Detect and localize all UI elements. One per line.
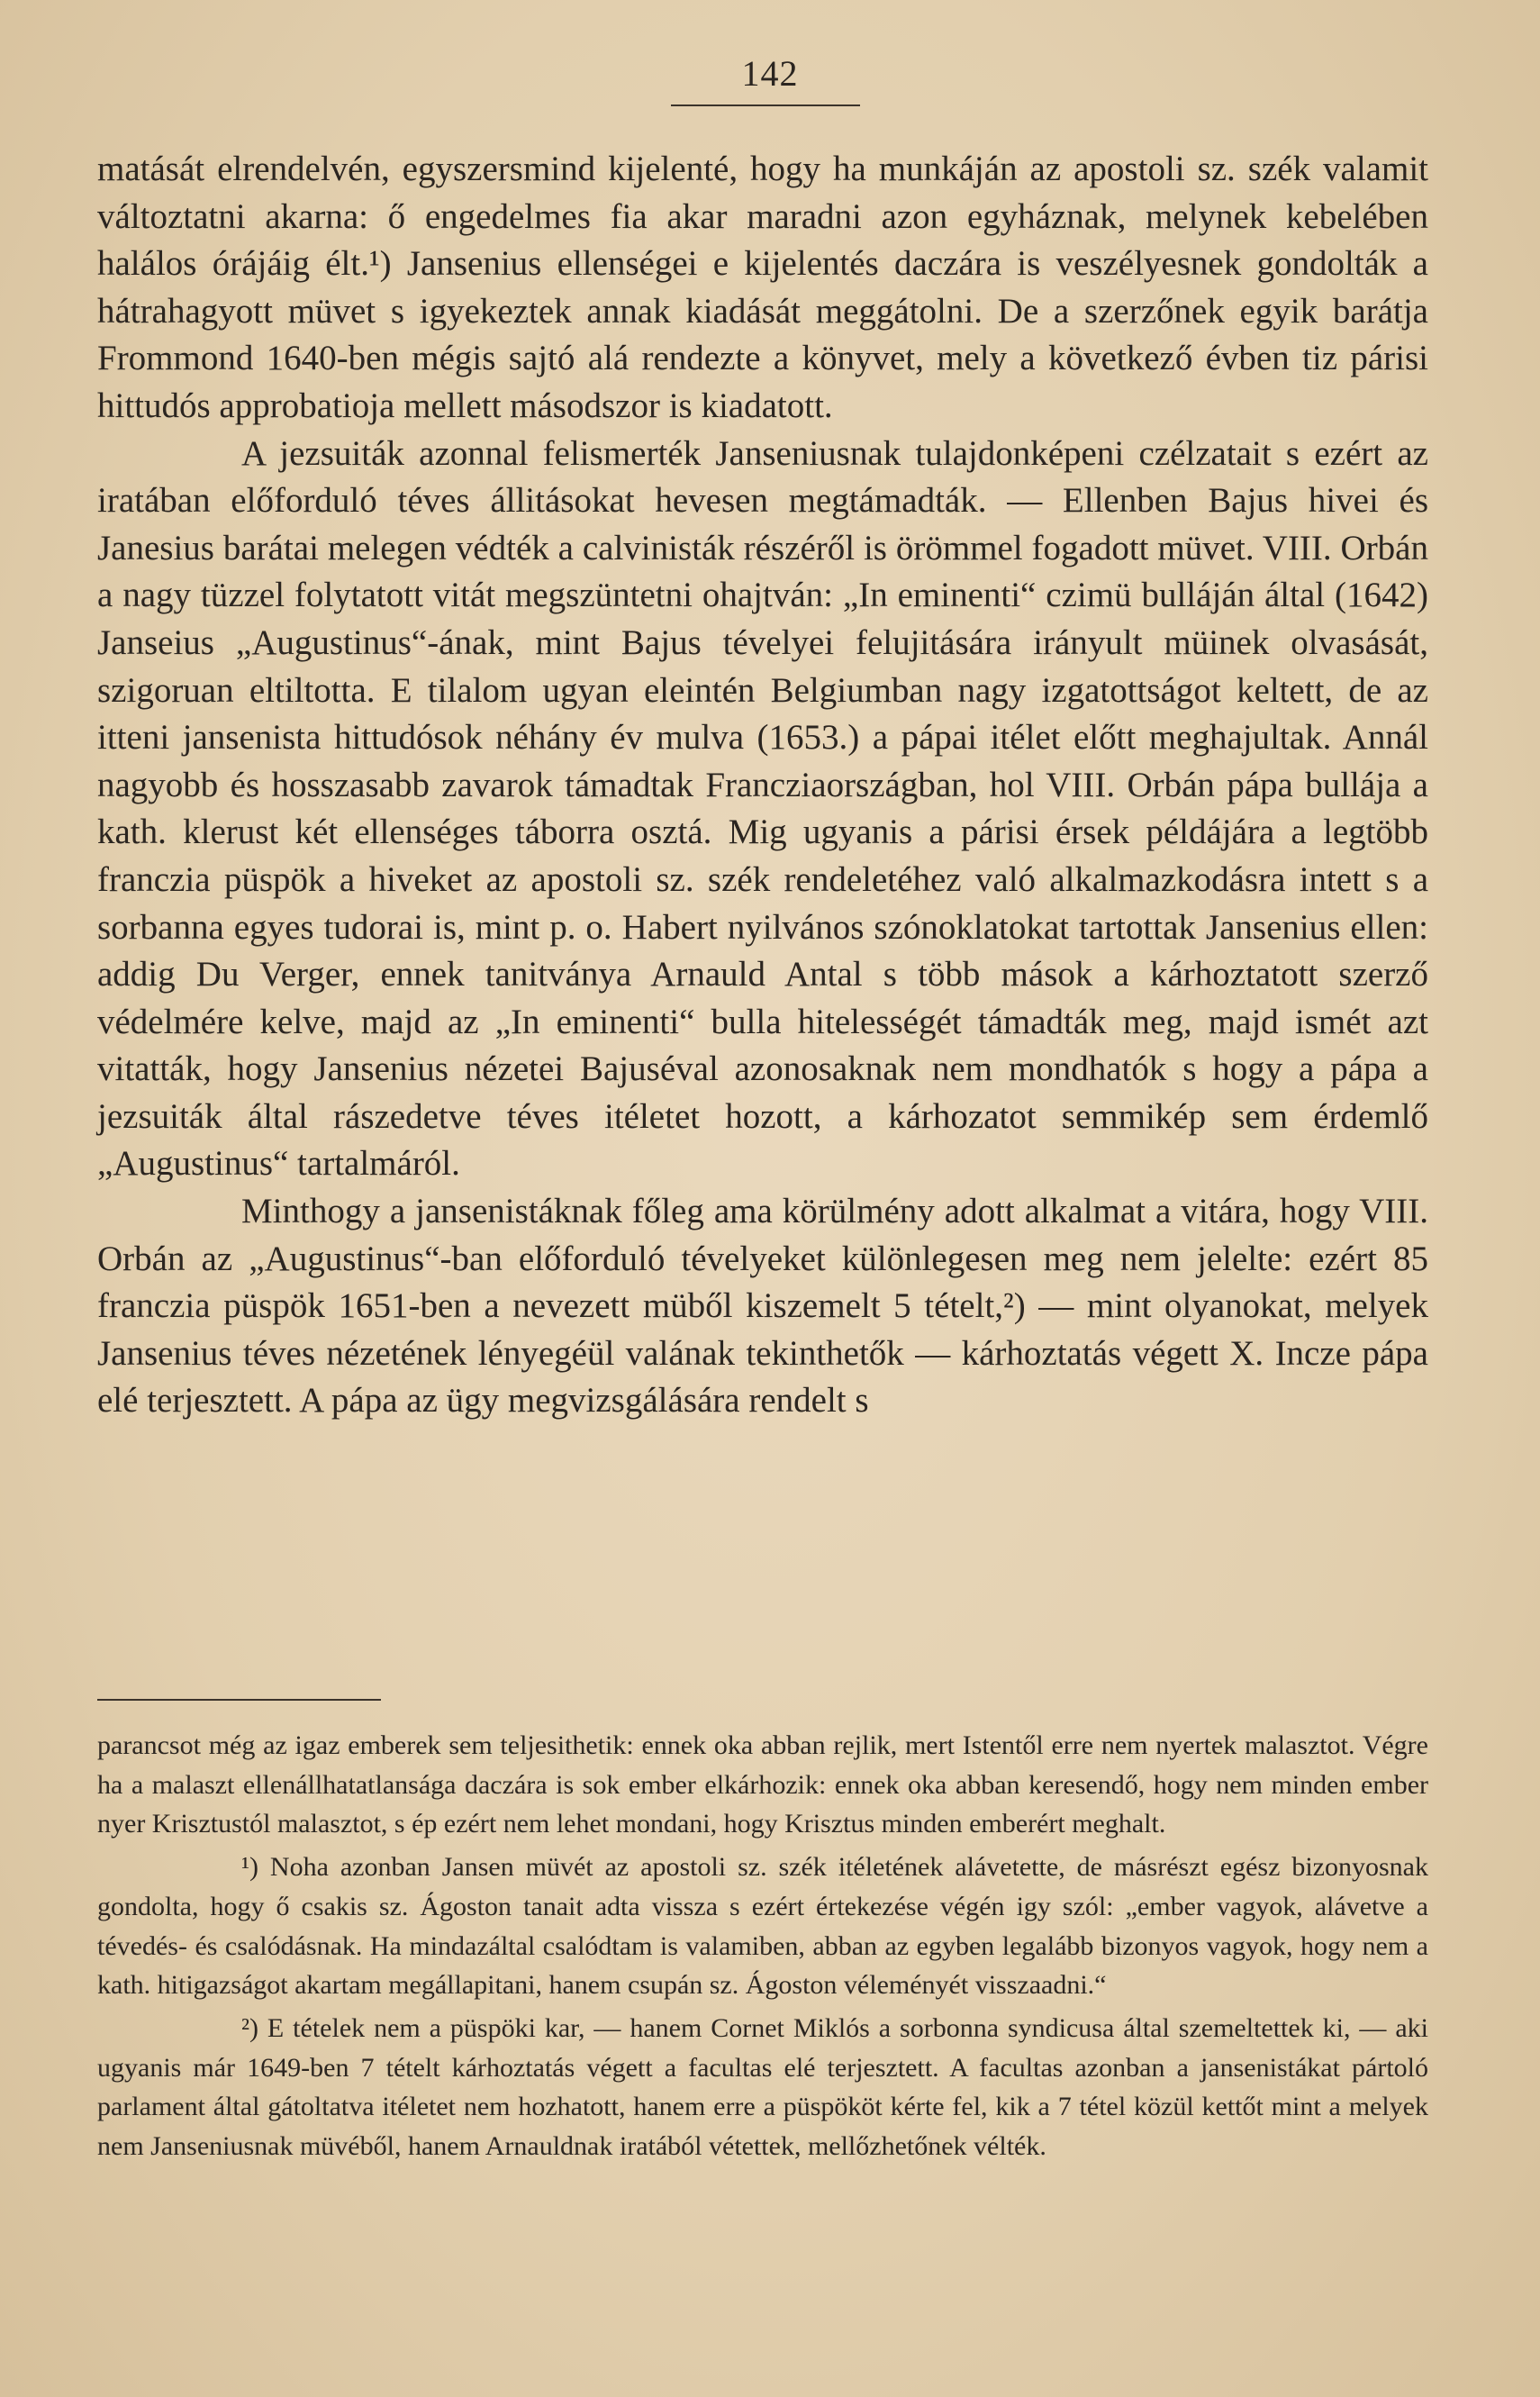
body-paragraph-3: Minthogy a jansenistáknak főleg ama körülmény adott alkalmat a vitára, hogy VIII. Orbán az „Augustinus“-ban előforduló tévelyeket különlegesen meg nem jelelte: ezért 85 franczia püspök 1651-ben a nevezett müből kiszemelt 5 tételt,²) — mint olyanokat, melyek Jansenius téves nézetének lényegéül valának tekinthetők — kárhoztatás végett X. Incze pápa elé terjesztett. A pápa az ügy megvizsgálására rendelt s: [97, 1192, 1428, 1421]
header-rule: [671, 104, 860, 106]
body-paragraph-2: A jezsuiták azonnal felismerték Janseniusnak tulajdonképeni czélzatait s ezért az iratában előforduló téves állitásokat hevesen megtámadták. — Ellenben Bajus hivei és Janesius barátai melegen védték a calvinisták részéről is örömmel fogadott müvet. VIII. Orbán a nagy tüzzel folytatott vitát megszüntetni ohajtván: „In eminenti“ czimü bulláján által (1642) Janseius „Augustinus“-ának, mint Bajus tévelyei felujitására irányult müinek olvasását, szigoruan eltiltotta. E tilalom ugyan eleintén Belgiumban nagy izgatottságot keltett, de az itteni jansenista hittudósok néhány év mulva (1653.) a pápai itélet előtt meghajultak. Annál nagyobb és hosszasabb zavarok támadtak Francziaországban, hol VIII. Orbán pápa bullája a kath. klerust két ellenséges táborra osztá. Mig ugyanis a párisi érsek példájára a legtöbb franczia püspök a hiveket az apostoli sz. szék rendeletéhez való alkalmazkodásra intett s a sorbanna egyes tudorai is, mint p. o. Habert nyilvános szónoklatokat tartottak Jansenius ellen: addig Du Verger, ennek tanitványa Arnauld Antal s több mások a kárhoztatott szerző védelmére kelve, majd az „In eminenti“ bulla hitelességét támadták meg, majd ismét azt vitatták, hogy Jansenius nézetei Bajuséval azonosaknak nem mondhatók s hogy a pápa a jezsuiták által rászedetve téves itéletet hozott, a kárhozatot semmikép sem érdemlő „Augustinus“ tartalmáról.: [97, 433, 1428, 1184]
body-paragraph-1: matását elrendelvén, egyszersmind kijelenté, hogy ha munkáján az apostoli sz. szék valamit változtatni akarna: ő engedelmes fia akar maradni azon egyháznak, melynek kebelében halálos órájáig élt.¹) Jansenius ellenségei e kijelentés daczára is veszélyesnek gondolták a hátrahagyott müvet s igyekeztek annak kiadását meggátolni. De a szerzőnek egyik barátja Frommond 1640-ben mégis sajtó alá rendezte a könyvet, mely a következő évben tiz párisi hittudós approbatioja mellett másodszor is kiadatott.: [97, 150, 1428, 425]
footnote-continuation: parancsot még az igaz emberek sem teljesithetik: ennek oka abban rejlik, mert Istentől erre nem nyertek malasztot. Végre ha a malaszt ellenállhatatlansága daczára is sok ember elkárhozik: ennek oka abban keresendő, hogy nem minden ember nyer Krisztustól malasztot, s ép ezért nem lehet mondani, hogy Krisztus minden emberért meghalt.: [97, 1730, 1428, 1839]
main-text: [97, 146, 1428, 1425]
footnote-rule: [97, 1699, 381, 1701]
footnotes: [97, 1726, 1428, 2166]
footnote-2: ²) E tételek nem a püspöki kar, — hanem Cornet Miklós a sorbonna syndicusa által szemeltettek ki, — aki ugyanis már 1649-ben 7 tételt kárhoztatás végett a facultas elé terjesztett. A facultas azonban a jansenistákat pártoló parlament által gátoltatva itéletet nem hozhatott, hanem erre a püspököt kérte fel, kik a 7 tétel közül kettőt mint a melyek nem Janseniusnak müvéből, hanem Arnauldnak iratából vétettek, mellőzhetőnek vélték.: [97, 2012, 1428, 2162]
page-number: 142: [741, 53, 799, 94]
footnote-1: ¹) Noha azonban Jansen müvét az apostoli sz. szék itéletének alávetette, de másrészt egész bizonyosnak gondolta, hogy ő csakis sz. Ágoston tanait adta vissza s ezért értekezése végén igy szól: „ember vagyok, alávetve a tévedés- és csalódásnak. Ha mindazáltal csalódtam is valamiben, abban az egyben legalább bizonyos vagyok, hogy nem a kath. hitigazságot akartam megállapitani, hanem csupán sz. Ágoston véleményét visszaadni.“: [97, 1852, 1428, 2001]
